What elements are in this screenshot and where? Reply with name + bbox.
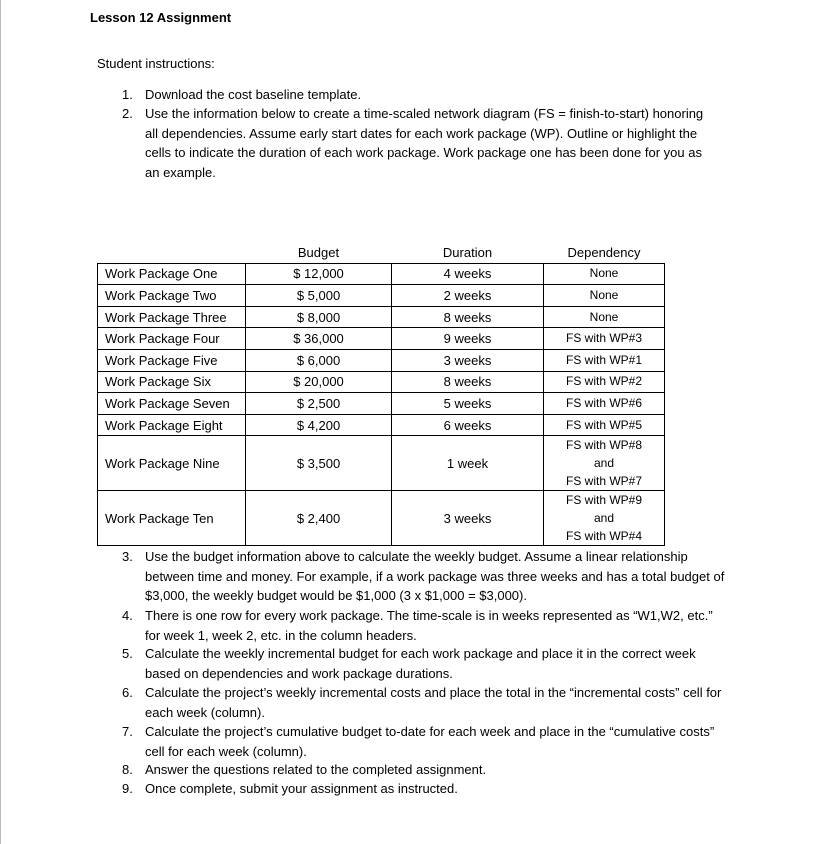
wp-name: Work Package One: [98, 263, 246, 285]
step-number: 2.: [122, 106, 133, 121]
wp-dependency: None: [544, 263, 665, 285]
header-blank: [98, 242, 246, 263]
wp-name: Work Package Five: [98, 349, 246, 371]
wp-duration: 3 weeks: [392, 349, 544, 371]
work-package-table: [97, 242, 665, 546]
wp-dependency: [544, 436, 665, 491]
step-text: Use the budget information above to calculate the weekly budget. Assume a linear relationship between time and money. For example, if a work package was three weeks and has a total budget of $3,000, the weekly budget would be $1,000 (3 x $1,000 = $3,000).: [145, 549, 725, 603]
table-header-row: [98, 242, 665, 263]
wp-name: Work Package Six: [98, 371, 246, 393]
instructions-label: Student instructions:: [97, 56, 215, 71]
step-text: There is one row for every work package. The time-scale is in weeks represented as “W1,W2, etc.” for week 1, week 2, etc. in the column headers.: [145, 608, 713, 643]
wp-name: Work Package Two: [98, 285, 246, 307]
step-5: [122, 644, 732, 683]
wp-duration: 8 weeks: [392, 371, 544, 393]
step-3: [122, 547, 732, 606]
wp-name: Work Package Seven: [98, 393, 246, 415]
step-number: 6.: [122, 685, 133, 700]
wp-duration: 6 weeks: [392, 414, 544, 436]
dependency-line: FS with WP#9: [565, 493, 643, 508]
step-text: Download the cost baseline template.: [145, 87, 362, 102]
step-number: 4.: [122, 608, 133, 623]
step-number: 3.: [122, 549, 133, 564]
header-budget: Budget: [246, 242, 392, 263]
wp-duration: 5 weeks: [392, 393, 544, 415]
step-text: Use the information below to create a time-scaled network diagram (FS = finish-to-start) honoring all dependencies. Assume early start dates for each work package (WP). Outline or highlight the cells to indicate the duration of each work package. Work package one has been done for you as an example.: [145, 106, 704, 180]
step-number: 8.: [122, 762, 133, 777]
header-dependency: Dependency: [544, 242, 665, 263]
wp-dependency: FS with WP#5: [544, 414, 665, 436]
step-text: Calculate the weekly incremental budget for each work package and place it in the correct week based on dependencies and work package durations.: [145, 646, 696, 681]
table-row: [98, 414, 665, 436]
page-left-edge: [0, 0, 1, 844]
wp-name: Work Package Three: [98, 306, 246, 328]
wp-duration: 8 weeks: [392, 306, 544, 328]
wp-budget: $ 36,000: [246, 328, 392, 350]
page-title: Lesson 12 Assignment: [90, 10, 232, 25]
wp-duration: 3 weeks: [392, 491, 544, 546]
step-8: [122, 760, 732, 780]
table-row: [98, 328, 665, 350]
step-number: 7.: [122, 724, 133, 739]
table-row: [98, 491, 665, 546]
step-text: Calculate the project’s weekly incremental costs and place the total in the “incremental costs” cell for each week (column).: [145, 685, 722, 720]
wp-budget: $ 6,000: [246, 349, 392, 371]
wp-duration: 4 weeks: [392, 263, 544, 285]
dependency-line: FS with WP#4: [565, 529, 643, 544]
step-number: 5.: [122, 646, 133, 661]
wp-dependency: FS with WP#2: [544, 371, 665, 393]
step-text: Answer the questions related to the completed assignment.: [145, 762, 487, 777]
table-row: [98, 285, 665, 307]
dependency-conjunction: and: [593, 511, 615, 526]
wp-dependency: None: [544, 285, 665, 307]
dependency-conjunction: and: [593, 456, 615, 471]
header-duration: Duration: [392, 242, 544, 263]
wp-dependency: FS with WP#1: [544, 349, 665, 371]
step-6: [122, 683, 732, 722]
step-text: Once complete, submit your assignment as instructed.: [145, 781, 458, 796]
wp-budget: $ 3,500: [246, 436, 392, 491]
wp-dependency: None: [544, 306, 665, 328]
table-row: [98, 393, 665, 415]
step-9: [122, 779, 732, 799]
wp-budget: $ 20,000: [246, 371, 392, 393]
step-2: [122, 104, 712, 182]
step-number: 9.: [122, 781, 133, 796]
wp-name: Work Package Ten: [98, 491, 246, 546]
step-text: Calculate the project’s cumulative budget to-date for each week and place in the “cumulative costs” cell for each week (column).: [145, 724, 715, 759]
table-row: [98, 263, 665, 285]
wp-name: Work Package Eight: [98, 414, 246, 436]
wp-dependency: FS with WP#3: [544, 328, 665, 350]
wp-duration: 9 weeks: [392, 328, 544, 350]
wp-duration: 2 weeks: [392, 285, 544, 307]
step-4: [122, 606, 722, 645]
dependency-line: FS with WP#7: [565, 474, 643, 489]
step-1: [122, 85, 732, 105]
wp-budget: $ 12,000: [246, 263, 392, 285]
wp-budget: $ 5,000: [246, 285, 392, 307]
wp-dependency: [544, 491, 665, 546]
table-body: [98, 263, 665, 546]
table-row: [98, 436, 665, 491]
wp-budget: $ 2,400: [246, 491, 392, 546]
table-row: [98, 349, 665, 371]
table-row: [98, 371, 665, 393]
wp-budget: $ 4,200: [246, 414, 392, 436]
wp-name: Work Package Nine: [98, 436, 246, 491]
dependency-line: FS with WP#8: [565, 438, 643, 453]
wp-name: Work Package Four: [98, 328, 246, 350]
wp-budget: $ 2,500: [246, 393, 392, 415]
table-row: [98, 306, 665, 328]
step-number: 1.: [122, 87, 133, 102]
step-7: [122, 722, 722, 761]
wp-duration: 1 week: [392, 436, 544, 491]
wp-dependency: FS with WP#6: [544, 393, 665, 415]
wp-budget: $ 8,000: [246, 306, 392, 328]
